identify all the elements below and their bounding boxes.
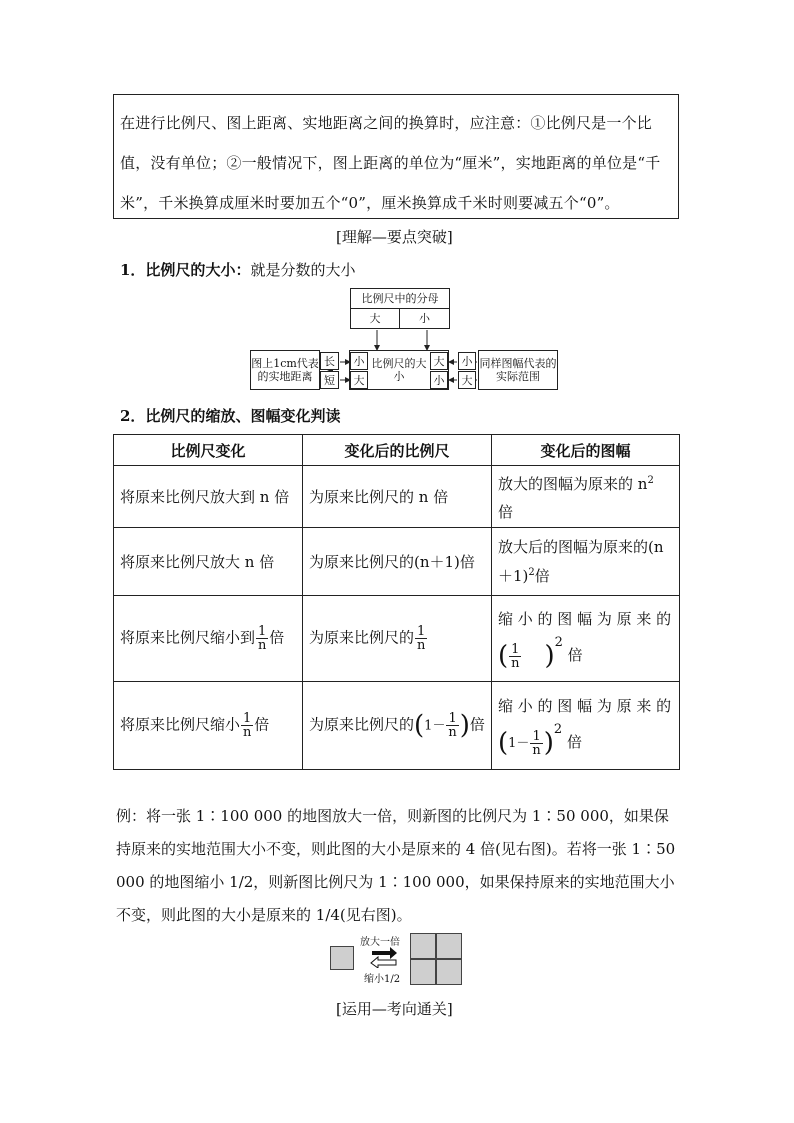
cell-text: 倍 [534,567,550,585]
diagram-right-small: 小 [430,371,448,389]
table-cell [114,596,303,682]
cell-text: 将原来比例尺缩小到 [120,628,256,647]
fraction-den: n [511,655,520,671]
fraction [415,625,427,652]
table-cell [492,528,680,596]
arrow-icons [370,946,398,968]
fraction-den: n [257,638,267,653]
shrink-label: 缩小1/2 [364,974,401,985]
cell-text: 倍 [566,733,582,752]
fraction-num: 1 [417,624,426,639]
scale-size-diagram [250,288,560,394]
cell-text: 倍 [498,503,514,521]
diagram-small: 小 [399,308,450,329]
cell-text: 放大后的图幅为原来的(n [498,538,664,556]
superscript: 2 [553,722,563,738]
cell-text: 缩 小 的 图 幅 为 原 来 的 [498,697,672,716]
cell-text: 1－ [424,718,446,734]
paren-right: ) [459,710,470,741]
fraction [446,712,458,739]
table-cell [114,682,303,770]
fraction-num: 1 [243,711,252,726]
diagram-long: 长 [320,352,339,370]
cell-text: 放大的图幅为原来的 n [498,475,648,493]
table-cell [303,596,492,682]
note-box [113,94,679,219]
diagram-left-big: 大 [350,371,368,389]
fraction-den: n [242,725,252,740]
diagram-big: 大 [350,308,400,329]
fraction-den: n [416,638,426,653]
cell-text: 倍 [269,628,285,647]
fraction-num: 1 [511,641,520,657]
enlarge-shrink-figure [330,933,465,988]
large-map-square-tr [436,933,462,959]
cell-text: 为原来比例尺的 [309,628,415,647]
cell-text: 缩 小 的 图 幅 为 原 来 的 [498,610,672,629]
fraction [509,643,521,670]
point2-heading: 2．比例尺的缩放、图幅变化判读 [120,407,341,425]
enlarge-label: 放大一倍 [360,937,400,948]
point1-heading [120,259,355,280]
table-cell [303,682,492,770]
table-cell [492,466,680,528]
diagram-top-label: 比例尺中的分母 [350,288,450,309]
table-cell: 为原来比例尺的(n＋1)倍 [303,528,492,596]
diagram-left-small: 小 [350,352,368,370]
fraction [256,625,268,652]
diagram-right-big: 大 [430,352,448,370]
large-map-square-bl [410,959,436,985]
note-text: 在进行比例尺、图上距离、实地距离之间的换算时，应注意：①比例尺是一个比值，没有单位；②一般情况下，图上距离的单位为“厘米”，实地距离的单位是“千米”，千米换算成厘米时要加五个“0”，厘米换算成千米时则要减五个“0”。 [120,114,661,212]
large-map-square-tl [410,933,436,959]
fraction-den: n [448,725,457,740]
table-row [114,682,680,770]
diagram-right-big2: 大 [458,371,476,389]
large-map-square-br [436,959,462,985]
paren-right: ) [544,641,555,672]
section-understand: [理解—要点突破] [336,228,453,246]
diagram-center: 比例尺的大小 [368,350,430,390]
cell-text: 倍 [254,715,270,734]
point1-desc: 就是分数的大小 [250,261,356,279]
table-header: 比例尺变化 [114,435,303,466]
cell-text: 为原来比例尺的 [309,715,415,734]
paren-left: ( [498,641,509,672]
fraction [241,712,253,739]
table-row [114,528,680,596]
fraction [530,730,542,757]
paren-right: ) [543,728,554,759]
cell-text: 倍 [567,646,583,665]
diagram-short: 短 [320,371,339,389]
table-cell: 将原来比例尺放大到 n 倍 [114,466,303,528]
table-row [114,466,680,528]
superscript: 2 [554,635,563,651]
table-row [114,596,680,682]
example-paragraph: 例：将一张 1∶100 000 的地图放大一倍，则新图的比例尺为 1∶50 000，如果保持原来的实地范围大小不变，则此图的大小是原来的 4 倍(见右图)。若将一张 1∶50 000 的地图缩小 1/2，则新图比例尺为 1∶100 000，如果保持原来的实地范围大小不变，则此图的大小是原来的 1/4(见右图)。 [116,807,676,924]
fraction-num: 1 [448,711,457,726]
cell-text: ＋1) [498,567,529,585]
paren-left: ( [498,728,509,759]
cell-text: 倍 [469,715,485,734]
table-cell: 为原来比例尺的 n 倍 [303,466,492,528]
point1-title: 1．比例尺的大小： [120,261,251,279]
small-map-square [330,946,354,970]
diagram-middle-frame [349,350,449,390]
table-header: 变化后的图幅 [492,435,680,466]
superscript: 2 [647,475,654,486]
section-apply: [运用—考向通关] [336,1000,453,1018]
fraction-num: 1 [532,728,541,744]
cell-text: 将原来比例尺缩小 [120,715,241,734]
superscript: 2 [528,567,535,578]
table-cell: 将原来比例尺放大 n 倍 [114,528,303,596]
table-cell [492,682,680,770]
fraction-den: n [532,742,541,758]
cell-text: 1－ [508,736,530,752]
fraction-num: 1 [258,624,267,639]
diagram-right-label: 同样图幅代表的实际范围 [478,350,558,390]
paren-left: ( [414,710,425,741]
scale-change-table [113,434,680,770]
diagram-left-label: 图上1cm代表的实地距离 [250,350,320,390]
diagram-right-small2: 小 [458,352,476,370]
table-cell [492,596,680,682]
table-header: 变化后的比例尺 [303,435,492,466]
